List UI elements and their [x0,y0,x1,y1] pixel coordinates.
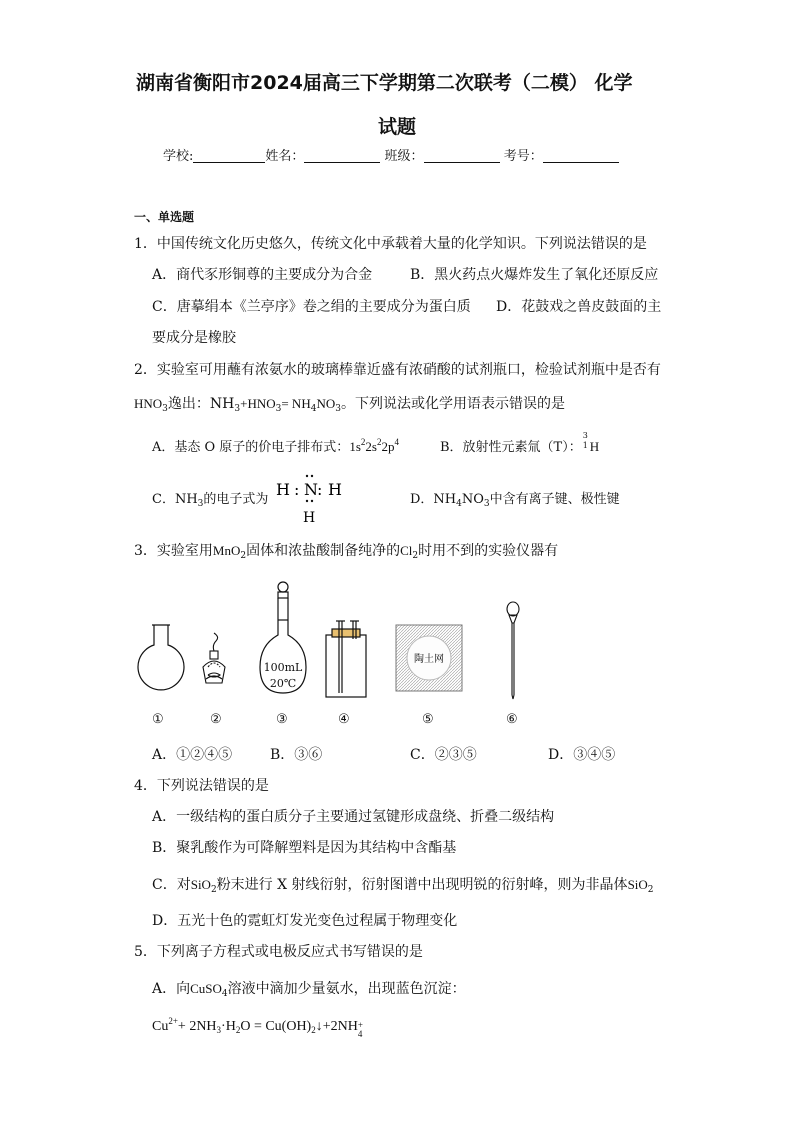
q5-option-a [152,978,466,999]
q4-option-c [152,874,654,895]
q2-stem-line2 [134,393,565,414]
sio2-formula: SiO [190,877,211,892]
text: A．向 [152,981,191,997]
text: 的电子式为 [203,492,269,507]
svg-text:H: H [303,510,316,526]
apparatus-figure [128,575,668,735]
q2-option-d [410,488,620,509]
q2-option-b [440,431,600,455]
apparatus-label-2: ② [210,712,222,727]
subscript: 4 [456,499,462,509]
tritium-symbol: H [589,439,600,454]
subscript: 3 [335,404,341,414]
text: O = Cu [240,1019,282,1034]
round-bottom-flask [138,625,184,690]
subscript: 3 [162,404,168,414]
subscript: 3 [197,499,204,509]
apparatus-label-4: ④ [338,712,350,727]
ceramic-gauze [396,625,462,691]
class-blank[interactable] [424,148,500,163]
q4-option-a: A．一级结构的蛋白质分子主要通过氢键形成盘绕、折叠二级结构 [152,809,555,825]
sio2-formula: SiO [627,877,648,892]
number-label: 考号： [503,149,543,164]
section-heading: 一、单选题 [134,210,195,224]
text: 固体和浓盐酸制备纯净的 [246,543,401,559]
mass-number: 3 [582,431,588,440]
class-label: 班级： [384,149,424,164]
text: C．对 [152,877,191,893]
charge: 2+ [168,1016,178,1026]
subscript: 2 [311,1025,316,1035]
subscript: 4 [221,989,228,999]
text: ·H [221,1019,236,1034]
subscript: 2 [235,1025,241,1035]
text: C．NH [152,492,198,507]
q4-stem: 4．下列说法错误的是 [134,778,269,794]
gas-washing-bottle [326,621,366,697]
volumetric-flask [260,582,306,693]
text: 。下列说法或化学用语表示错误的是 [340,396,565,412]
text: 粉末进行 X 射线衍射，衍射图谱中出现明锐的衍射峰，则为非晶体 [216,877,628,893]
q3-stem [134,540,558,561]
atomic-number: 1 [582,441,588,450]
q1-option-d-cont: 要成分是橡胶 [152,330,236,346]
charge: + [357,1020,363,1030]
dropper [507,602,519,699]
text: NO [316,396,336,411]
q1-option-b: B．黑火药点火爆炸发生了氧化还原反应 [410,267,659,283]
student-info-line [163,145,619,164]
apparatus-label-1: ① [152,712,164,727]
text: 3．实验室用 [134,543,213,559]
svg-text:H: H [328,480,342,499]
subscript: 4 [310,404,317,414]
q2-option-a: A．基态 O 原子的价电子排布式：$1s^22s^22p^4$ [152,437,399,455]
svg-text:H: H [276,480,290,499]
text: (OH) [281,1019,312,1034]
q2-stem: 2．实验室可用蘸有浓氨水的玻璃棒靠近盛有浓硝酸的试剂瓶口，检验试剂瓶中是否有 [134,362,661,378]
q1-option-a: A．商代豕形铜尊的主要成分为合金 [152,267,373,283]
mno2-formula: MnO [212,543,241,558]
text: Cu [152,1019,169,1034]
subscript: 3 [483,499,490,509]
subscript: 2 [647,885,654,895]
text: +HNO [240,396,276,411]
page-title: 湖南省衡阳市2024届高三下学期第二次联考（二模） 化学 [136,72,633,94]
subscript: 2 [210,885,217,895]
apparatus-label-6: ⑥ [506,712,518,727]
q1-stem: 1．中国传统文化历史悠久，传统文化中承载着大量的化学知识。下列说法错误的是 [134,236,647,252]
q3-option-b: B．③⑥ [270,747,323,763]
q2-option-c [152,488,268,509]
text: 时用不到的实验仪器有 [418,543,559,559]
q4-option-b: B．聚乳酸作为可降解塑料是因为其结构中含酯基 [152,840,457,856]
subscript: 4 [357,1029,363,1039]
text: 中含有离子键、极性键 [489,492,620,507]
text: B．放射性元素氚（T）： [440,440,582,455]
gauze-label: 陶土网 [414,654,444,665]
text: 逸出：NH [167,396,235,412]
school-blank[interactable] [193,148,265,163]
nh3-electron-dot-diagram [272,470,348,526]
svg-text::: : [294,480,300,499]
subscript: 3 [234,404,241,414]
hno3-formula: HNO [134,396,163,411]
q3-option-c: C．②③⑤ [410,747,477,763]
number-blank[interactable] [543,148,619,163]
page-title-line2: 试题 [378,116,417,138]
subscript: 3 [216,1025,222,1035]
subscript: 2 [240,551,247,561]
svg-text:N: N [304,480,318,499]
q4-option-d: D．五光十色的霓虹灯发光变色过程属于物理变化 [152,913,458,929]
q3-option-a: A．①②④⑤ [152,747,233,763]
subscript: 2 [412,551,419,561]
q1-option-c: C．唐摹绢本《兰亭序》卷之绢的主要成分为蛋白质 [152,299,471,315]
text: ↓+2NH [315,1019,358,1034]
cuso4-formula: CuSO [190,981,222,996]
subscript: 3 [275,404,282,414]
alcohol-lamp [203,633,225,683]
svg-text::: : [317,480,323,499]
text: = NH [281,396,311,411]
name-blank[interactable] [304,148,380,163]
q3-option-d: D．③④⑤ [548,747,616,763]
q1-option-d: D．花鼓戏之兽皮鼓面的主 [496,299,662,315]
text: A．基态 O 原子的价电子排布式： [152,440,350,455]
apparatus-label-5: ⑤ [422,712,434,727]
name-label: 姓名： [265,149,305,164]
flask-volume-label: 100mL [263,661,303,674]
q5-stem: 5．下列离子方程式或电极反应式书写错误的是 [134,944,423,960]
apparatus-label-3: ③ [276,712,288,727]
school-label: 学校: [163,149,194,164]
text: + 2NH [177,1019,217,1034]
flask-temp-label: 20℃ [269,677,297,690]
text: 溶液中滴加少量氨水，出现蓝色沉淀： [227,981,466,997]
text: NO [461,492,484,507]
cl2-formula: Cl [400,543,413,558]
text: D．NH [410,492,457,507]
q5-equation [152,1016,366,1039]
